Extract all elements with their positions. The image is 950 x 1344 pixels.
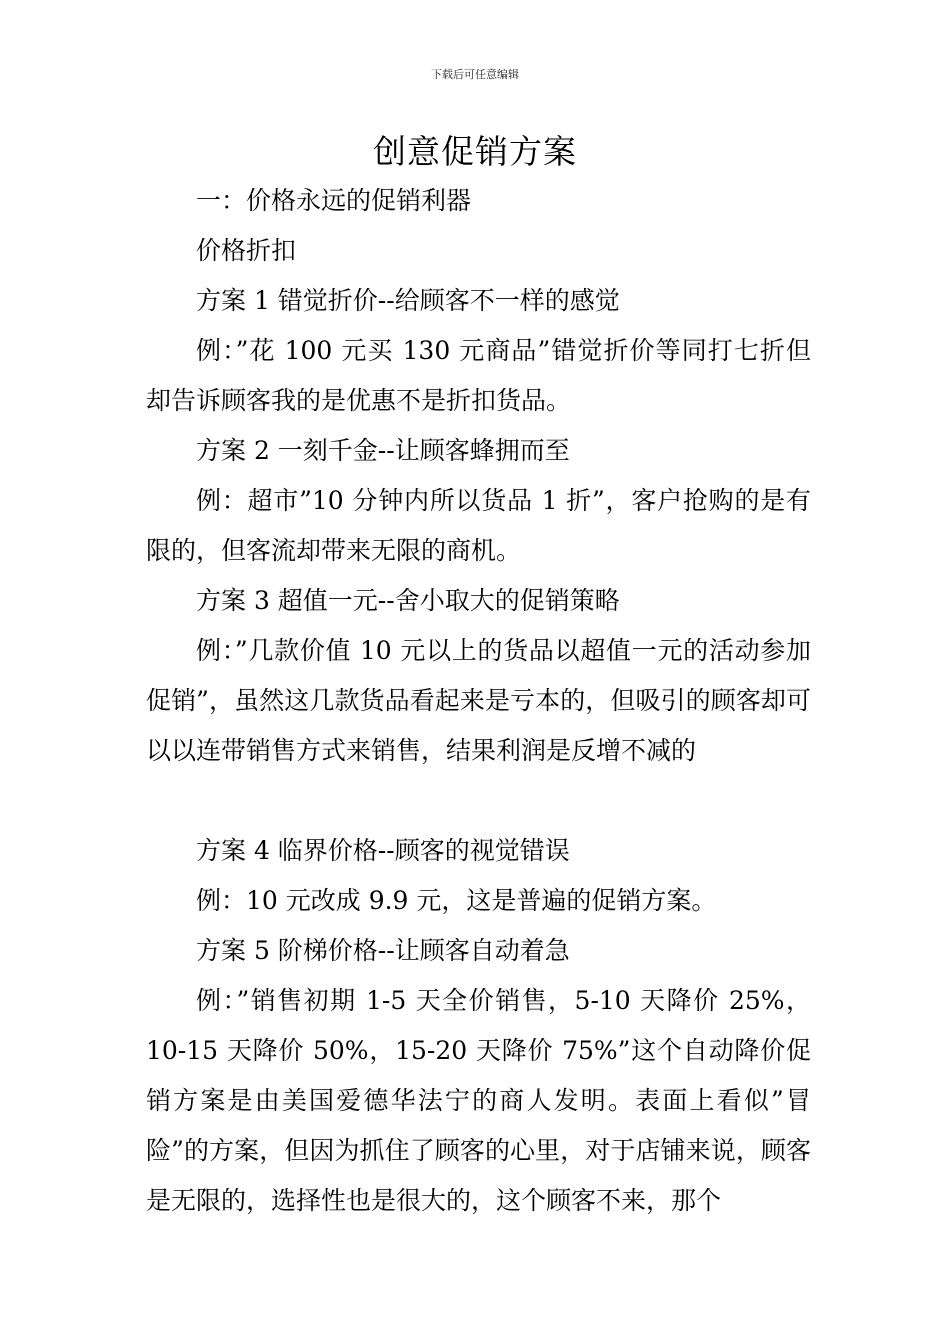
section-heading: 一：价格永远的促销利器 <box>196 186 472 215</box>
plan-heading-5: 方案 5 阶梯价格--让顾客自动着急 <box>196 936 570 965</box>
header-note: 下载后可任意编辑 <box>431 68 519 81</box>
plan-example-3: 例：”几款价值 10 元以上的货品以超值一元的活动参加促销”，虽然这几款货品看起来是亏本的，但吸引的顾客却可以以连带销售方式来销售，结果利润是反增不减的 <box>146 636 811 765</box>
plan-example-1: 例：”花 100 元买 130 元商品”错觉折价等同打七折但却告诉顾客我的是优惠不是折扣货品。 <box>146 336 811 415</box>
plan-heading-4: 方案 4 临界价格--顾客的视觉错误 <box>196 836 570 865</box>
document-title: 创意促销方案 <box>373 132 577 171</box>
subsection-heading: 价格折扣 <box>196 236 297 265</box>
plan-example-4: 例：10 元改成 9.9 元，这是普遍的促销方案。 <box>196 886 717 915</box>
plan-heading-3: 方案 3 超值一元--舍小取大的促销策略 <box>196 586 620 615</box>
plan-heading-2: 方案 2 一刻千金--让顾客蜂拥而至 <box>196 436 570 465</box>
plan-example-2: 例：超市”10 分钟内所以货品 1 折”，客户抢购的是有限的，但客流却带来无限的商机。 <box>146 486 811 565</box>
document-body <box>146 176 811 1226</box>
plan-heading-1: 方案 1 错觉折价--给顾客不一样的感觉 <box>196 286 620 315</box>
plan-example-5: 例：”销售初期 1-5 天全价销售，5-10 天降价 25%，10-15 天降价 50%，15-20 天降价 75%”这个自动降价促销方案是由美国爱德华法宁的商人发明。表面上看似”冒险”的方案，但因为抓住了顾客的心里，对于店铺来说，顾客是无限的，选择性也是很大的，这个顾客不来，那个 <box>146 986 811 1215</box>
